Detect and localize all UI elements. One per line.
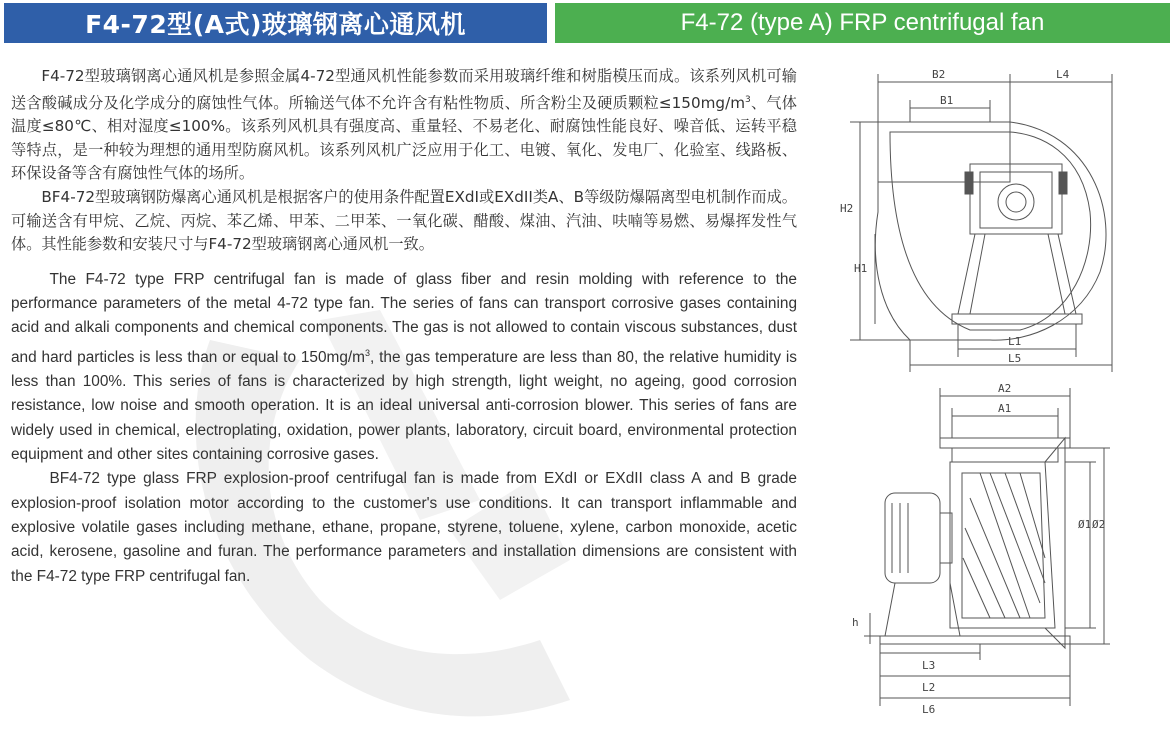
dim-l5: L5	[1008, 352, 1022, 365]
dim-l6: L6	[922, 703, 936, 716]
paragraph-en-2: BF4-72 type glass FRP explosion-proof centrifugal fan is made from EXdI or EXdII class A and B grade explosion-proof isolation motor according to the customer's use conditions. It can transport inflammable and explosive volatile gases including methane, ethane, propane, styrene, toluene, xylene, carbon monoxide, acetic acid, kerosene, gasoline and furan. The performance parameters and installation dimensions are consistent with the F4-72 type FRP centrifugal fan.	[11, 470, 797, 585]
paragraph-cn-1: F4-72型玻璃钢离心通风机是参照金属4-72型通风机性能参数而采用玻璃纤维和树脂模压而成。该系列风机可输送含酸碱成分及化学成分的腐蚀性气体。所输送气体不允许含有粘性物质、所含粉尘及硬质颗粒$\le 150mg/m^3$、气体温度≤80℃、相对湿度≤100%。该系列风机具有强度高、重量轻、不易老化、耐腐蚀性能良好、噪音低、运转平稳等特点，是一种较为理想的通用型防腐风机。该系列风机广泛应用于化工、电镀、氧化、发电厂、化验室、线路板、环保设备等含有腐蚀性气体的场所。	[11, 67, 797, 183]
fan-front-view-diagram	[840, 378, 1120, 718]
dim-h: h	[852, 616, 859, 629]
dim-b2: B2	[932, 68, 946, 81]
title-chinese: F4-72型(A式)玻璃钢离心通风机	[4, 3, 547, 43]
dim-a1: A1	[998, 402, 1012, 415]
dim-l4: L4	[1056, 68, 1070, 81]
description-text	[11, 65, 797, 589]
dim-l2: L2	[922, 681, 936, 694]
dim-l3: L3	[922, 659, 936, 672]
dim-b1: B1	[940, 94, 954, 107]
title-english: F4-72 (type A) FRP centrifugal fan	[555, 3, 1170, 43]
fan-side-view-diagram	[820, 62, 1120, 380]
dim-a2: A2	[998, 382, 1012, 395]
dim-d2: Ø2	[1092, 518, 1106, 531]
dim-h1: H1	[854, 262, 868, 275]
paragraph-cn-2: BF4-72型玻璃钢防爆离心通风机是根据客户的使用条件配置EXdI或EXdII类A、B等级防爆隔离型电机制作而成。可输送含有甲烷、乙烷、丙烷、苯乙烯、甲苯、二甲苯、一氧化碳、醋酸、煤油、汽油、呋喃等易燃、易爆挥发性气体。其性能参数和安装尺寸与F4-72型玻璃钢离心通风机一致。	[11, 188, 797, 254]
dim-h2: H2	[840, 202, 854, 215]
dim-d1: Ø1	[1078, 518, 1092, 531]
paragraph-en-1: The F4-72 type FRP centrifugal fan is made of glass fiber and resin molding with reference to the performance parameters of the metal 4-72 type fan. The series of fans can transport corrosive gases containing acid and alkali components and chemical components. The gas is not allowed to contain viscous substances, dust and hard particles is less than or equal to $150mg/m^3$, the gas temperature are less than 80, the relative humidity is less than 100%. This series of fans is characterized by high strength, light weight, no ageing, good corrosion resistance, low noise and smooth operation. It is an ideal universal anti-corrosion blower. This series of fans are widely used in chemical, electroplating, oxidation, power plants, laboratory, circuit board, environmental protection equipment and other sites containing corrosive gases.	[11, 270, 797, 464]
dim-l1: L1	[1008, 335, 1022, 348]
